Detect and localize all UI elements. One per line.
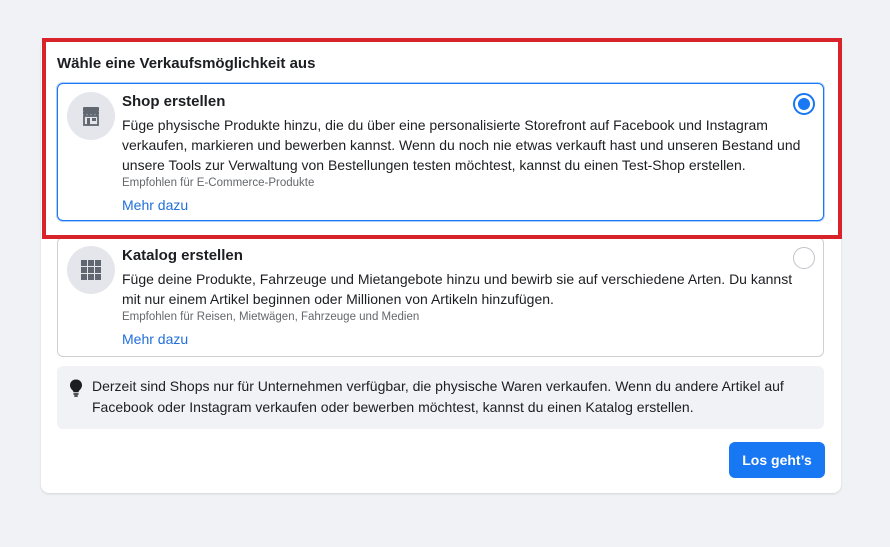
info-notice (57, 366, 824, 429)
option-recommendation: Empfohlen für Reisen, Mietwägen, Fahrzeuge und Medien (122, 311, 420, 323)
info-text: Derzeit sind Shops nur für Unternehmen verfügbar, die physische Waren verkaufen. Wenn du andere Artikel auf Facebook oder Instagram verkaufen oder bewerben möchtest, kannst du einen Katalog erstellen. (92, 378, 784, 415)
option-catalog[interactable] (57, 237, 824, 357)
option-title: Katalog erstellen (122, 247, 243, 264)
option-recommendation: Empfohlen für E-Commerce-Produkte (122, 177, 315, 189)
learn-more-link[interactable]: Mehr dazu (122, 197, 189, 213)
storefront-icon (67, 92, 115, 140)
catalog-radio[interactable] (793, 247, 815, 269)
grid-icon (67, 246, 115, 294)
learn-more-link[interactable]: Mehr dazu (122, 331, 189, 347)
lightbulb-icon (69, 379, 83, 397)
page-title: Wähle eine Verkaufsmöglichkeit aus (57, 55, 316, 72)
shop-radio[interactable] (793, 93, 815, 115)
option-title: Shop erstellen (122, 93, 226, 110)
lets-go-button[interactable]: Los geht’s (729, 442, 825, 478)
option-description: Füge physische Produkte hinzu, die du über eine personalisierte Storefront auf Facebook und Instagram verkaufen, markieren und bewerben kannst. Wenn du noch nie etwas verkauft hast und unseren Bestand und unsere Tools zur Verwaltung von Bestellungen testen möchtest, kannst du einen Test-Shop erstellen. (122, 117, 801, 173)
option-description: Füge deine Produkte, Fahrzeuge und Mietangebote hinzu und bewirb sie auf verschiedene Arten. Du kannst mit nur einem Artikel beginnen oder Millionen von Artikeln hinzufügen. (122, 271, 793, 307)
option-shop[interactable] (57, 83, 824, 221)
